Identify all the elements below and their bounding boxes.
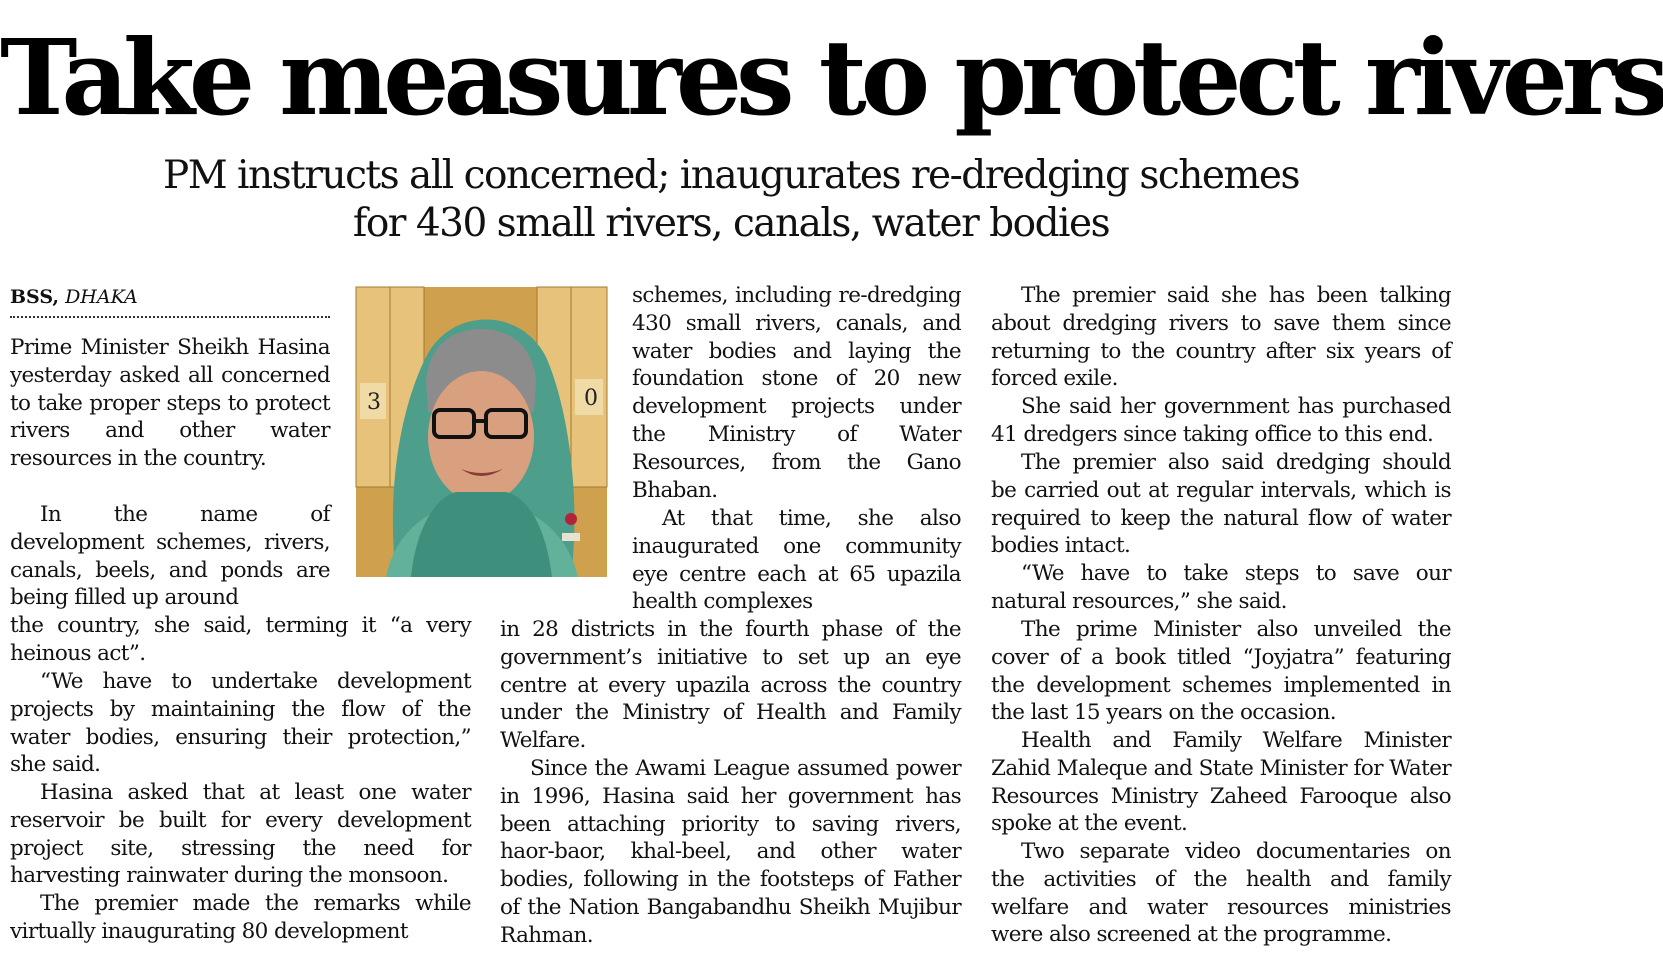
subheadline xyxy=(0,152,1462,248)
col1-paragraph-4: Hasina asked that at least one water reservoir be built for every development project site, stressing the need for harvesting rainwater during the monsoon. xyxy=(10,780,471,889)
byline xyxy=(10,285,330,309)
col1-paragraph-5: The premier made the remarks while virtually inaugurating 80 development xyxy=(10,891,471,944)
col2-paragraph-3: Since the Awami League assumed power in 1996, Hasina said her government has been attaching priority to saving rivers, haor-baor, khal-beel, and other water bodies, following in the footsteps of Father of the Nation Bangabandhu Sheikh Mujibur Rahman. xyxy=(500,756,961,948)
col1-paragraph-3: “We have to undertake development projects by maintaining the flow of the water bodies, ensuring their protection,” she said. xyxy=(10,669,471,778)
col2-paragraph-2-top: At that time, she also inaugurated one community eye centre each at 65 upazila health complexes xyxy=(632,506,961,615)
photo-volume-label-right: 0 xyxy=(584,386,598,411)
byline-dateline: DHAKA xyxy=(65,286,138,308)
col1-paragraph-1: Prime Minister Sheikh Hasina yesterday asked all concerned to take proper steps to protect rivers and other water resources in the country. xyxy=(10,335,330,472)
col3-paragraph-7: Two separate video documentaries on the activities of the health and family welfare and water resources ministries were also screened at the programme. xyxy=(991,839,1451,948)
col2-paragraph-1: schemes, including re-dredging 430 small rivers, canals, and water bodies and laying the foundation stone of 20 new development projects under the Ministry of Water Resources, from the Gano Bhaban. xyxy=(632,283,961,503)
subheadline-line-2: for 430 small rivers, canals, water bodies xyxy=(352,201,1110,246)
article-photo xyxy=(356,287,607,577)
col3-paragraph-2: She said her government has purchased 41 dredgers since taking office to this end. xyxy=(991,394,1451,447)
photo-volume-label-left: 3 xyxy=(367,390,381,415)
col3-paragraph-5: The prime Minister also unveiled the cover of a book titled “Joyjatra” featuring the development schemes implemented in the last 15 years on the occasion. xyxy=(991,617,1451,726)
byline-divider xyxy=(10,316,330,318)
byline-agency: BSS, xyxy=(10,286,60,308)
headline: Take measures to protect rivers xyxy=(0,16,1663,139)
col1-paragraph-2-top: In the name of development schemes, rivers, canals, beels, and ponds are being filled up around xyxy=(10,502,330,611)
col3-paragraph-4: “We have to take steps to save our natural resources,” she said. xyxy=(991,561,1451,614)
col3-paragraph-1: The premier said she has been talking about dredging rivers to save them since returning to the country after six years of forced exile. xyxy=(991,283,1451,392)
col1-paragraph-2-bottom: the country, she said, terming it “a very heinous act”. xyxy=(10,613,471,666)
col2-paragraph-2-bottom: in 28 districts in the fourth phase of the government’s initiative to set up an eye centre at every upazila across the country under the Ministry of Health and Family Welfare. xyxy=(500,617,961,754)
subheadline-line-1: PM instructs all concerned; inaugurates re-dredging schemes xyxy=(162,153,1300,198)
col3-paragraph-6: Health and Family Welfare Minister Zahid Maleque and State Minister for Water Resources Ministry Zaheed Farooque also spoke at the event. xyxy=(991,728,1451,837)
col3-paragraph-3: The premier also said dredging should be carried out at regular intervals, which is required to keep the natural flow of water bodies intact. xyxy=(991,450,1451,559)
